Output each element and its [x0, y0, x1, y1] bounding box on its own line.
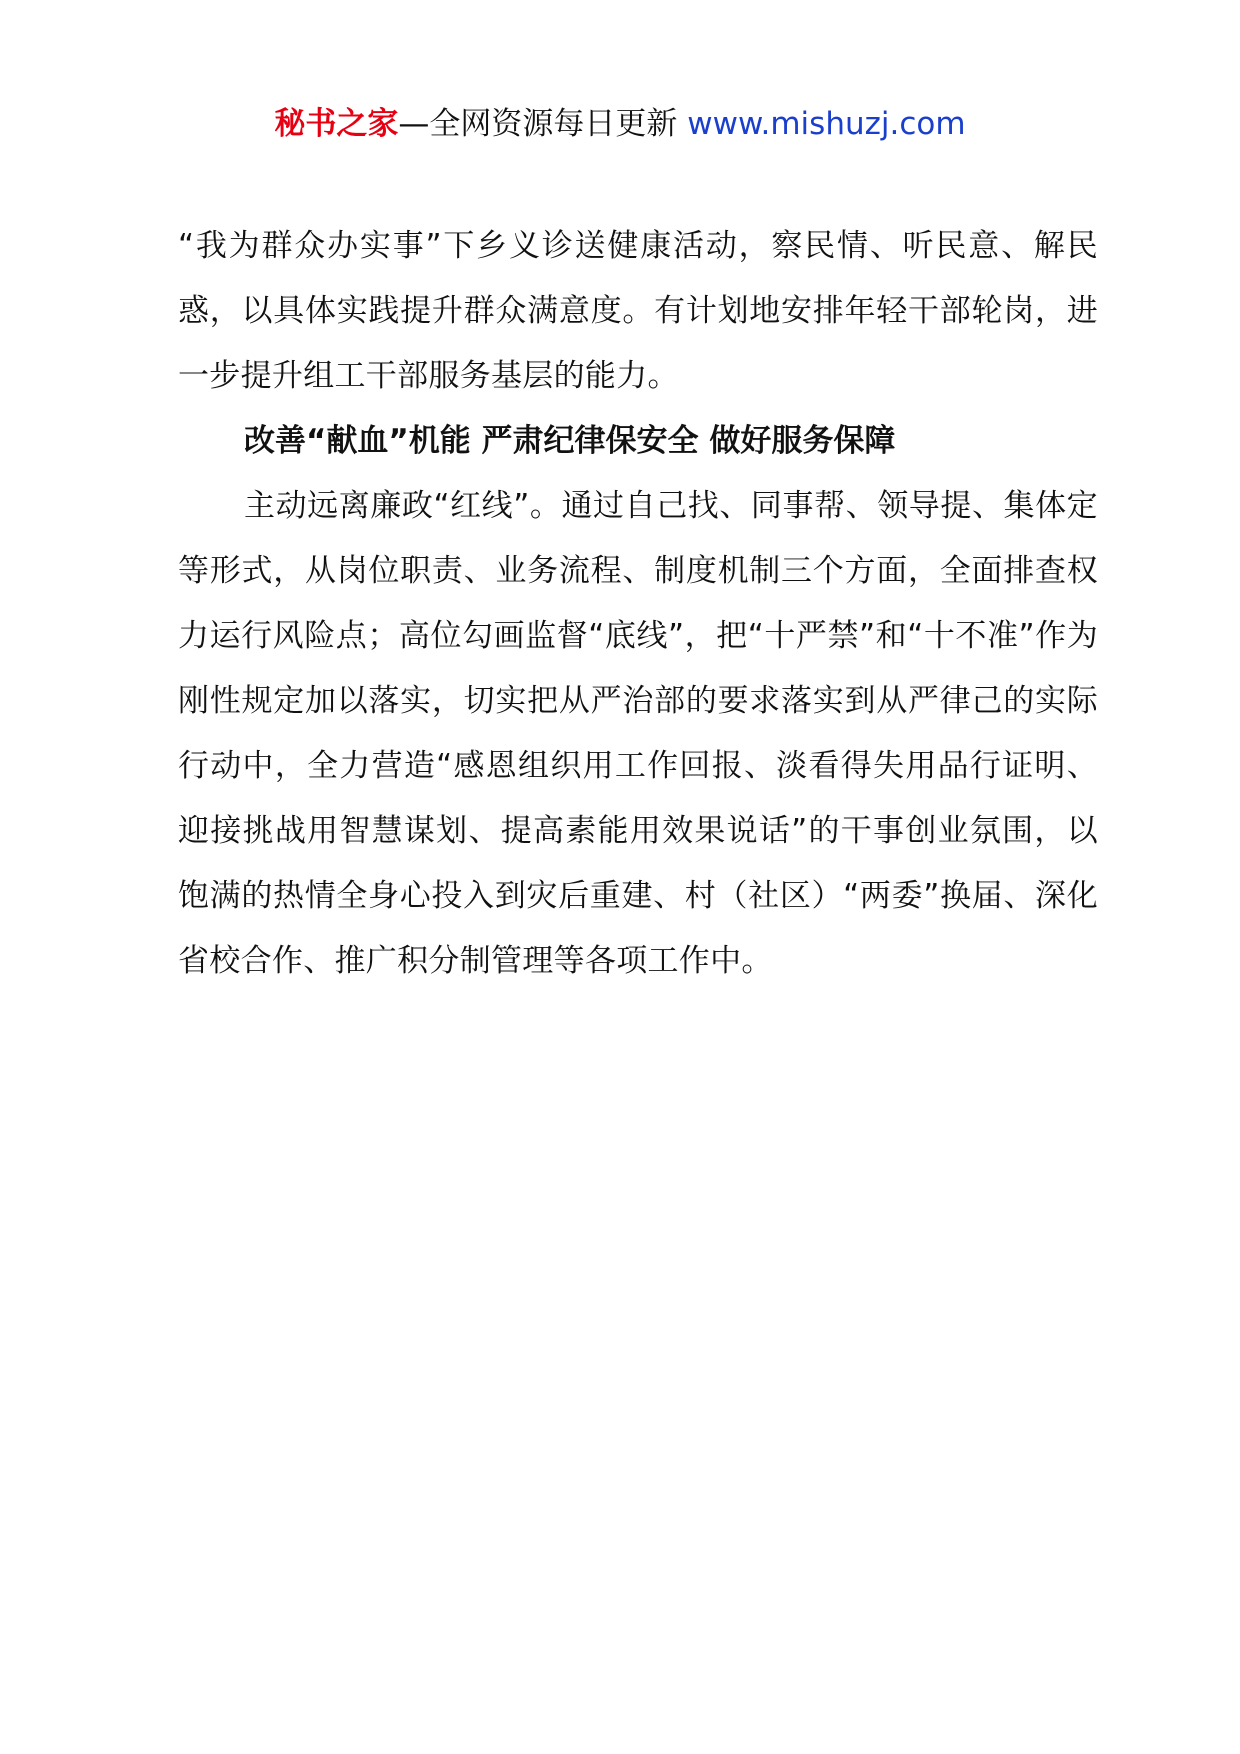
section-heading: 改善“献血”机能 严肃纪律保安全 做好服务保障 [244, 423, 896, 459]
page-header [0, 100, 1240, 148]
paragraph-1: “我为群众办实事”下乡义诊送健康活动，察民情、听民意、解民惑，以具体实践提升群众满意度。有计划地安排年轻干部轮岗，进一步提升组工干部服务基层的能力。 [178, 228, 1098, 394]
header-tagline: —全网资源每日更新 [398, 106, 688, 142]
paragraph-2: 主动远离廉政“红线”。通过自己找、同事帮、领导提、集体定等形式，从岗位职责、业务流程、制度机制三个方面，全面排查权力运行风险点；高位勾画监督“底线”，把“十严禁”和“十不准”作为刚性规定加以落实，切实把从严治部的要求落实到从严律己的实际行动中，全力营造“感恩组织用工作回报、淡看得失用品行证明、迎接挑战用智慧谋划、提高素能用效果说话”的干事创业氛围，以饱满的热情全身心投入到灾后重建、村（社区）“两委”换届、深化省校合作、推广积分制管理等各项工作中。 [178, 488, 1098, 979]
site-url-link[interactable]: www.mishuzj.com [687, 106, 966, 142]
brand-name: 秘书之家 [274, 106, 399, 142]
document-body [178, 214, 1098, 994]
